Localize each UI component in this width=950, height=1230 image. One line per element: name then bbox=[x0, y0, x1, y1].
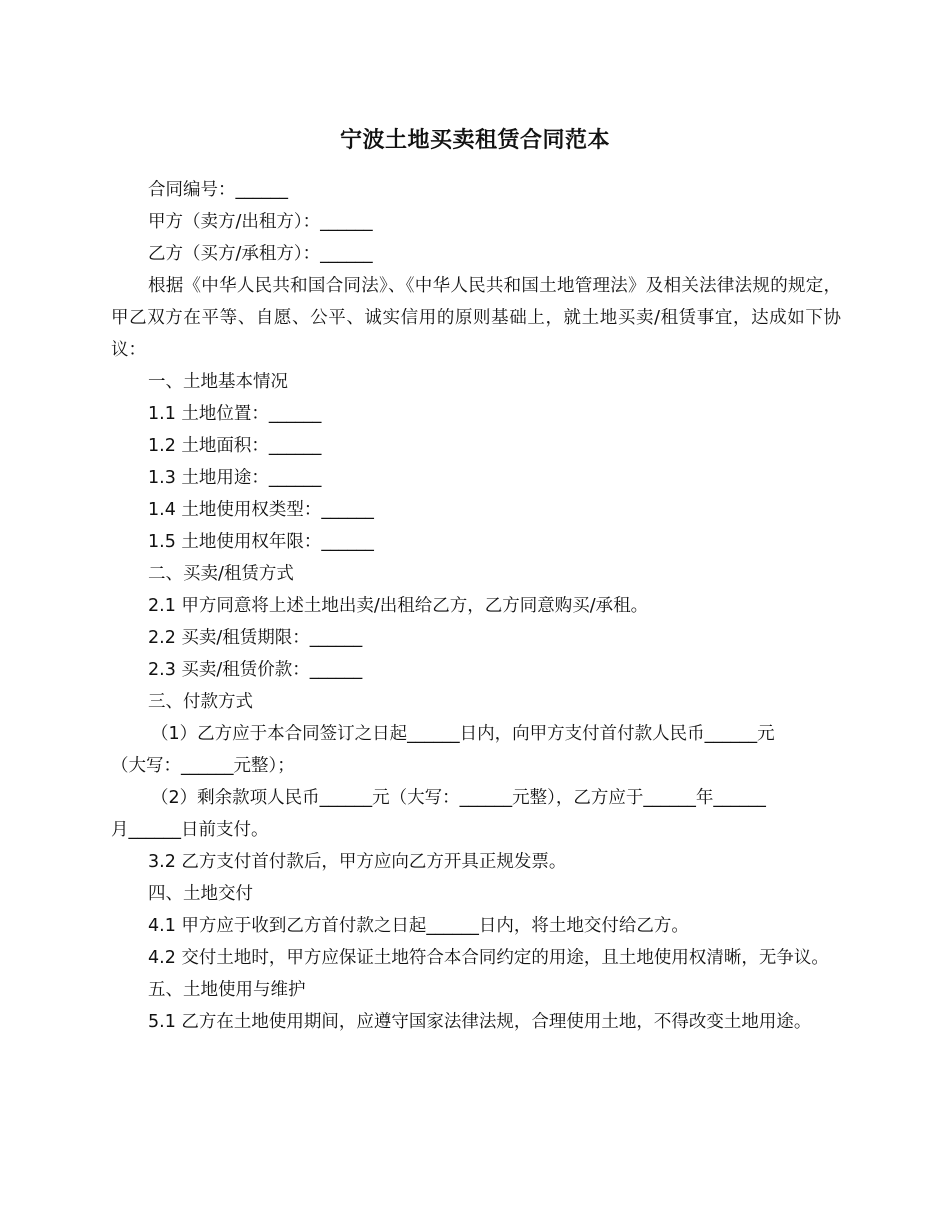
section-1-item: 1.1 土地位置：______ bbox=[148, 404, 322, 424]
section-5-item-1: 5.1 乙方在土地使用期间，应遵守国家法律法规，合理使用土地，不得改变土地用途。 bbox=[148, 1012, 812, 1032]
section-3-item-3: 3.2 乙方支付首付款后，甲方应向乙方开具正规发票。 bbox=[148, 852, 567, 872]
section-2-item: 2.3 买卖/租赁价款：______ bbox=[148, 660, 363, 680]
section-2-heading: 二、买卖/租赁方式 bbox=[148, 564, 294, 584]
section-1-item: 1.2 土地面积：______ bbox=[148, 436, 322, 456]
section-1-item: 1.3 土地用途：______ bbox=[148, 468, 322, 488]
section-3-item-1-line-2: （大写：______元整）； bbox=[111, 756, 295, 776]
section-3-heading: 三、付款方式 bbox=[148, 692, 253, 712]
party-a-field: 甲方（卖方/出租方）：______ bbox=[148, 212, 373, 232]
section-3-item-2-line-1: （2）剩余款项人民币______元（大写：______元整），乙方应于______年______ bbox=[151, 788, 766, 808]
section-3-item-2-line-2: 月______日前支付。 bbox=[111, 820, 269, 840]
preamble-paragraph: 根据《中华人民共和国合同法》、《中华人民共和国土地管理法》及相关法律法规的规定，甲乙双方在平等、自愿、公平、诚实信用的原则基础上，就土地买卖/租赁事宜，达成如下协议： bbox=[111, 276, 841, 360]
section-1-item: 1.5 土地使用权年限：______ bbox=[148, 532, 374, 552]
party-b-field: 乙方（买方/承租方）：______ bbox=[148, 244, 373, 264]
section-2-item: 2.2 买卖/租赁期限：______ bbox=[148, 628, 363, 648]
section-4-item-2: 4.2 交付土地时，甲方应保证土地符合本合同约定的用途，且土地使用权清晰，无争议。 bbox=[148, 948, 829, 968]
section-4-item-1: 4.1 甲方应于收到乙方首付款之日起______日内，将土地交付给乙方。 bbox=[148, 916, 689, 936]
section-2-item: 2.1 甲方同意将上述土地出卖/出租给乙方，乙方同意购买/承租。 bbox=[148, 596, 649, 616]
section-3-item-1-line-1: （1）乙方应于本合同签订之日起______日内，向甲方支付首付款人民币______元 bbox=[151, 724, 775, 744]
document-body bbox=[111, 174, 841, 1038]
section-1-heading: 一、土地基本情况 bbox=[148, 372, 288, 392]
document-title: 宁波土地买卖租赁合同范本 bbox=[339, 128, 610, 153]
section-4-heading: 四、土地交付 bbox=[148, 884, 253, 904]
section-5-heading: 五、土地使用与维护 bbox=[148, 980, 306, 1000]
contract-number-field: 合同编号：______ bbox=[148, 180, 288, 200]
section-1-item: 1.4 土地使用权类型：______ bbox=[148, 500, 374, 520]
